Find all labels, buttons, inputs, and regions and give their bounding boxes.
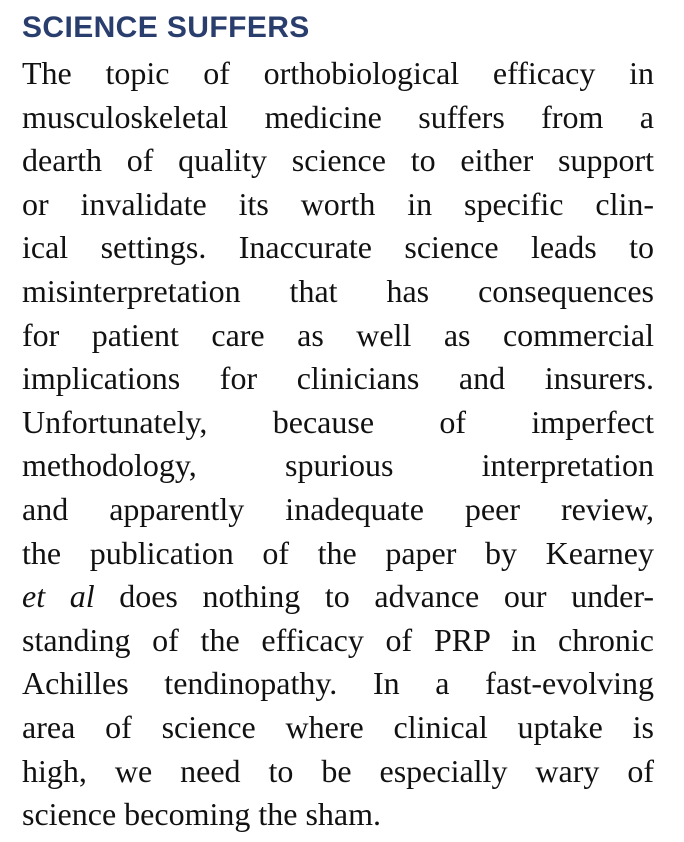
body-line: standing of the efficacy of PRP in chronic	[22, 621, 654, 658]
section-body	[22, 52, 654, 837]
body-line: The topic of orthobiological efficacy in	[22, 55, 654, 91]
body-line	[22, 575, 654, 619]
body-line: ical settings. Inaccurate science leads to	[22, 229, 654, 266]
body-line: implications for clinicians and insurers.	[22, 360, 654, 397]
body-line-rest: does nothing to advance our under-	[94, 578, 655, 615]
body-line: Achilles tendinopathy. In a fast-evolving	[22, 665, 654, 702]
body-line: area of science where clinical uptake is	[22, 708, 654, 745]
body-line: dearth of quality science to either support	[22, 142, 654, 179]
body-line: Unfortunately, because of imperfect	[22, 403, 654, 440]
body-line: science becoming the sham.	[22, 796, 381, 833]
body-line: musculoskeletal medicine suffers from a	[22, 98, 654, 135]
italic-citation: et al	[22, 578, 95, 615]
body-line: and apparently inadequate peer review,	[22, 490, 654, 527]
body-line: methodology, spurious interpretation	[22, 447, 654, 484]
body-line: the publication of the paper by Kearney	[22, 534, 654, 571]
body-line: for patient care as well as commercial	[22, 316, 654, 353]
article-section	[22, 8, 654, 837]
body-line: high, we need to be especially wary of	[22, 752, 654, 789]
body-line: misinterpretation that has consequences	[22, 272, 654, 309]
body-line: or invalidate its worth in specific clin-	[22, 185, 654, 222]
section-heading: SCIENCE SUFFERS	[22, 11, 310, 44]
